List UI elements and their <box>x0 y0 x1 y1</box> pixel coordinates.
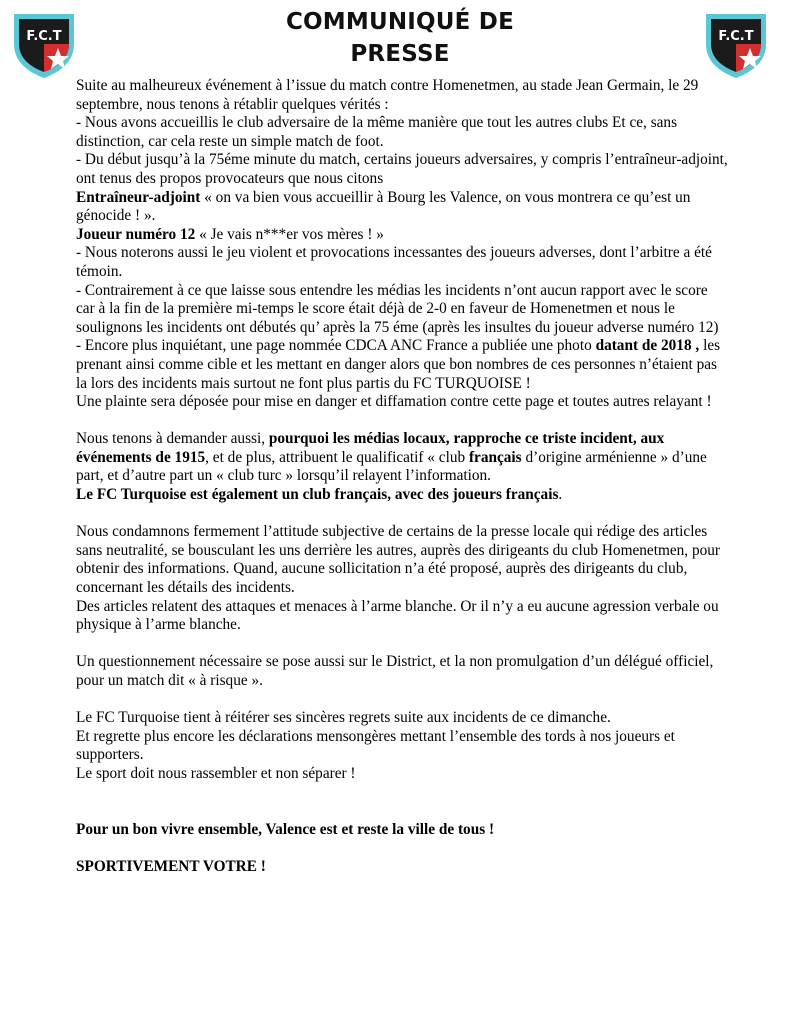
point-1: - Nous avons accueillis le club adversaire de la même manière que tout les autres clubs Et ce, sans distinction, car cela reste un simple match de foot. <box>76 114 678 150</box>
closing-line-2 <box>76 858 728 877</box>
title-line-2: PRESSE <box>350 41 450 67</box>
media-paragraph <box>76 430 728 486</box>
quote-2 <box>76 226 728 245</box>
spacer <box>76 784 728 821</box>
point-4: - Contrairement à ce que laisse sous entendre les médias les incidents n’ont aucun rapport avec le score car à la fin de la première mi-temps le score était déjà de 2-0 en faveur de Homenetmen et nous le soulignons les incidents ont débutés qu’ après la 75 éme (après les insultes du joueur adverse numéro 12) <box>76 281 719 336</box>
point-5-start: - Encore plus inquiétant, une page nommée CDCA ANC France a publiée une photo <box>76 337 596 355</box>
closing-line-1-text: Pour un bon vivre ensemble, Valence est et reste la ville de tous ! <box>76 820 495 838</box>
point-3: - Nous noterons aussi le jeu violent et provocations incessantes des joueurs adverses, dont l’arbitre a été témoin. <box>76 244 712 280</box>
intro-paragraph: Suite au malheureux événement à l’issue du match contre Homenetmen, au stade Jean Germain, le 29 septembre, nous tenons à rétablir quelques vérités : <box>76 77 699 113</box>
spacer <box>76 839 728 858</box>
page-title <box>180 6 620 70</box>
media-text-1: Nous tenons à demander aussi, <box>76 430 269 448</box>
district-paragraph: Un questionnement nécessaire se pose aussi sur le District, et la non promulgation d’un délégué officiel, pour un match dit « à risque ». <box>76 653 714 689</box>
regrets-line-2: Et regrette plus encore les déclarations mensongères mettant l’ensemble des tords à nos joueurs et supporters. <box>76 727 675 764</box>
regrets-line-3: Le sport doit nous rassembler et non séparer ! <box>76 764 356 782</box>
media-text-2: , et de plus, attribuent le qualificatif « club <box>205 448 469 466</box>
media-bold-2: français <box>468 448 522 466</box>
quote-2-speaker: Joueur numéro 12 <box>76 225 196 243</box>
spacer <box>76 505 728 524</box>
title-line-1: COMMUNIQUÉ DE <box>285 9 515 35</box>
french-club-end: . <box>558 486 563 504</box>
point-5 <box>76 337 728 393</box>
closing-line-1 <box>76 821 728 840</box>
regrets-line-1: Le FC Turquoise tient à réitérer ses sincères regrets suite aux incidents de ce dimanche. <box>76 709 611 727</box>
french-club-bold: Le FC Turquoise est également un club français, avec des joueurs français <box>76 486 559 504</box>
closing-line-2-text: SPORTIVEMENT VOTRE ! <box>76 857 266 875</box>
quote-1 <box>76 189 728 226</box>
point-2: - Du début jusqu’à la 75éme minute du match, certains joueurs adversaires, y compris l’entraîneur-adjoint, ont tenus des propos provocateurs que nous citons <box>76 151 728 187</box>
complaint-paragraph: Une plainte sera déposée pour mise en danger et diffamation contre cette page et toutes autres relayant ! <box>76 393 712 411</box>
quote-2-text: « Je vais n***er vos mères ! » <box>195 225 384 243</box>
point-5-date: datant de 2018 , <box>595 337 700 355</box>
spacer <box>76 635 728 654</box>
spacer <box>76 412 728 431</box>
french-club-statement <box>76 486 728 505</box>
club-logo-right <box>700 8 772 80</box>
quote-1-text: « on va bien vous accueillir à Bourg les Valence, on vous montrera ce qu’est un génocide ! ». <box>76 188 691 225</box>
media-bold-1: pourquoi les médias locaux, rapproche ce triste incident, aux événements de 1915 <box>76 430 665 466</box>
press-release-body <box>76 77 728 876</box>
media-text-3: d’origine arménienne » d’une part, et d’autre part un « club turc » lorsqu’il relayent l’information. <box>76 448 707 485</box>
press-condemnation-paragraph: Nous condamnons fermement l’attitude subjective de certains de la presse locale qui rédige des articles sans neutralité, se bousculant les uns derrière les autres, auprès des dirigeants du club Homenetmen, pour obtenir des informations. Quand, aucune sollicitation n’a été proposé, auprès des dirigeants du club, concernant les détails des incidents. <box>76 523 720 597</box>
svg-text:F.C.T: F.C.T <box>718 29 754 44</box>
spacer <box>76 691 728 710</box>
quote-1-speaker: Entraîneur-adjoint <box>76 188 201 206</box>
svg-text:F.C.T: F.C.T <box>26 29 62 44</box>
point-5-end: les prenant ainsi comme cible et les mettant en danger alors que bon nombres de ces personnes n’étaient pas la lors des incidents mais surtout ne font plus partis du FC TURQUOISE ! <box>76 337 721 392</box>
club-logo-left <box>8 8 80 80</box>
weapons-paragraph: Des articles relatent des attaques et menaces à l’arme blanche. Or il n’y a eu aucune agression verbale ou physique à l’arme blanche. <box>76 597 719 634</box>
